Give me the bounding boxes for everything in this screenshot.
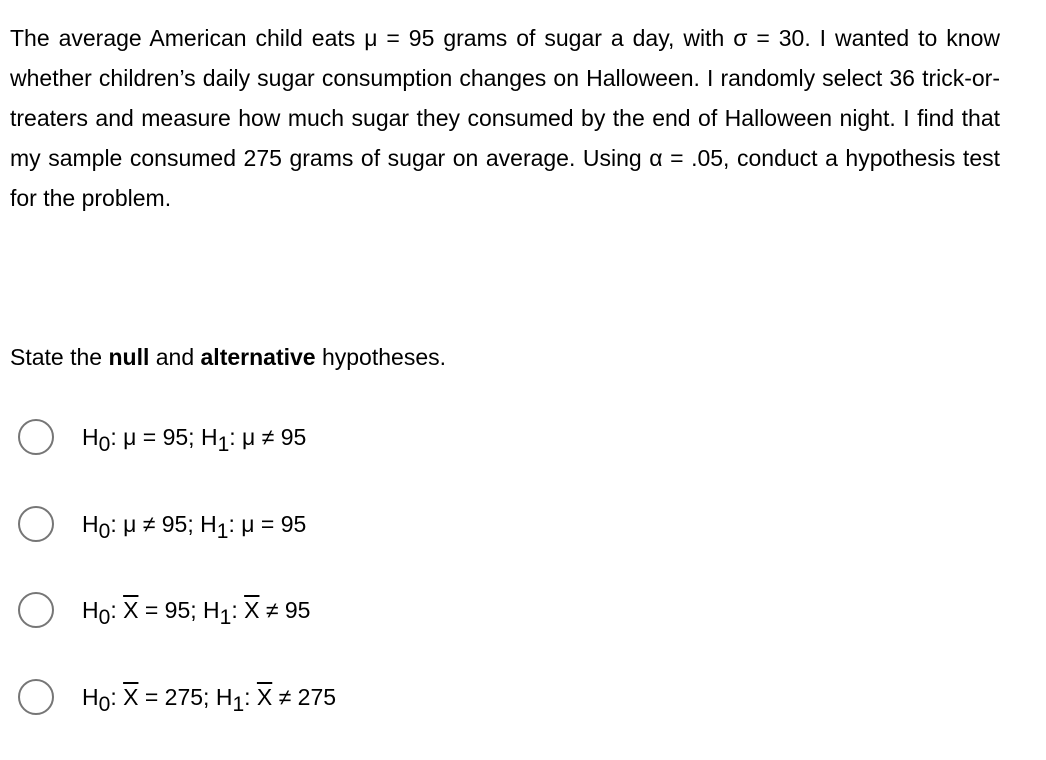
null-symbol: $\overline{X}$: [123, 596, 139, 623]
radio-button[interactable]: [18, 506, 54, 542]
alt-symbol: $\overline{X}$: [256, 683, 273, 710]
subscript: 1: [217, 432, 230, 456]
subscript: 0: [98, 519, 111, 543]
separator: ;: [203, 683, 216, 710]
colon: :: [244, 683, 257, 710]
null-symbol: μ: [123, 510, 137, 537]
option-label: [82, 423, 307, 456]
h-letter: H: [200, 510, 217, 537]
subscript: 1: [216, 519, 229, 543]
prompt-text: hypotheses.: [315, 344, 446, 370]
h-letter: H: [82, 510, 99, 537]
h-letter: H: [82, 423, 99, 450]
colon: :: [110, 423, 124, 450]
colon: :: [229, 423, 243, 450]
separator: ;: [190, 596, 204, 623]
colon: :: [228, 510, 242, 537]
h-letter: H: [203, 596, 220, 623]
alt-symbol: $\overline{X}$: [244, 596, 260, 623]
radio-button[interactable]: [18, 592, 54, 628]
null-relation: = 95: [138, 596, 191, 623]
subscript: 0: [98, 432, 111, 456]
separator: ;: [187, 510, 201, 537]
answer-option-4[interactable]: [18, 677, 336, 717]
answer-option-1[interactable]: [18, 417, 306, 457]
answer-option-2[interactable]: [18, 504, 306, 544]
null-symbol: μ: [123, 423, 137, 450]
option-label: [82, 510, 307, 543]
alt-symbol: μ: [242, 423, 256, 450]
subscript: 1: [219, 605, 232, 629]
question-text: The average American child eats μ = 95 grams of sugar a day, with σ = 30. I wanted to know whether children’s daily sugar consumption changes on Halloween. I randomly select 36 trick-or-treaters and measure how much sugar they consumed by the end of Halloween night. I find that my sample consumed 275 grams of sugar on average. Using α = .05, conduct a hypothesis test for the problem.: [10, 25, 1000, 211]
alt-relation: ≠ 95: [255, 423, 307, 450]
null-relation: = 275: [138, 683, 204, 710]
separator: ;: [188, 423, 201, 450]
radio-button[interactable]: [18, 679, 54, 715]
h-letter: H: [82, 683, 99, 710]
alt-relation: ≠ 275: [272, 683, 337, 710]
prompt-text: State the: [10, 344, 109, 370]
prompt-text: and: [149, 344, 201, 370]
subscript: 0: [98, 605, 111, 629]
option-label: [82, 683, 337, 716]
question-prompt: [10, 339, 446, 375]
h-letter: H: [82, 596, 99, 623]
null-relation: = 95: [136, 423, 189, 450]
subscript: 0: [98, 692, 111, 716]
colon: :: [231, 596, 245, 623]
colon: :: [110, 596, 124, 623]
prompt-null-bold: null: [108, 344, 150, 370]
h-letter: H: [200, 423, 218, 450]
null-symbol: $\overline{X}$: [123, 683, 139, 710]
subscript: 1: [232, 692, 245, 716]
colon: :: [110, 683, 124, 710]
alt-symbol: μ: [241, 510, 255, 537]
radio-button[interactable]: [18, 419, 54, 455]
option-label: [82, 596, 311, 629]
alt-relation: = 95: [254, 510, 307, 537]
alt-relation: ≠ 95: [259, 596, 311, 623]
answer-option-3[interactable]: [18, 590, 310, 630]
colon: :: [110, 510, 124, 537]
prompt-alternative-bold: alternative: [200, 344, 316, 370]
h-letter: H: [215, 683, 233, 710]
null-relation: ≠ 95: [136, 510, 188, 537]
